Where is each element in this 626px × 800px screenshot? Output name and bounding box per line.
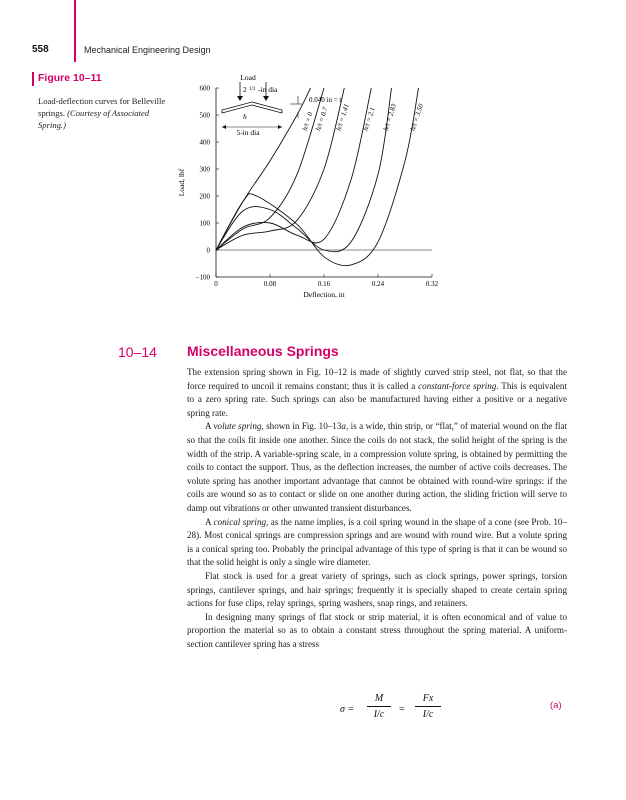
x-tick-label: 0.08 [263,280,277,288]
belleville-inset [222,73,341,137]
page-number: 558 [32,44,49,55]
y-tick-label: 500 [199,111,210,120]
y-tick-label: 300 [199,165,210,174]
chart-curve-labels [301,102,425,131]
belleville-section [222,102,282,113]
section-number: 10–14 [118,344,157,360]
inset-load-label: Load [240,73,256,82]
section-title: Miscellaneous Springs [187,343,339,359]
paragraph-4: Flat stock is used for a great variety of springs, such as clock springs, power springs, torsion springs, cantilever springs, and hair springs; frequently it is specially shaped to create certain spring actions for fuse clips, relay springs, spring washers, snap rings, and retainers. [187,570,567,609]
y-tick-label: 600 [199,84,210,93]
paragraph-5: In designing many springs of flat stock or strip material, it is often economical and of value to proportion the material so as to obtain a constant stress throughout the spring material. A uniform-section cantilever spring has a stress [187,611,567,649]
x-tick-label: 0.24 [371,280,385,288]
body-text [187,366,567,651]
y-axis-label: Load, lbf [177,168,186,197]
y-tick-label: 100 [199,219,210,228]
load-arrow-left-head [237,96,243,101]
curve-label-4: h/t = 2.83 [381,102,399,132]
curve-series-0 [216,88,311,250]
curve-label-1: h/t = 0.7 [314,106,330,132]
eq-bar2 [415,706,441,707]
inset-outer-dia-label: 5-in dia [236,128,260,137]
load-deflection-chart [0,0,626,330]
eq-den2: I/c [422,709,434,720]
caption-text: Load-deflection curves for Belleville springs. [38,96,166,118]
y-tick-label: 0 [206,246,210,255]
inset-inner-dia-suffix: -in dia [258,85,278,94]
eq-sigma: σ = [340,704,355,715]
paragraph-3: A conical spring, as the name implies, is a coil spring wound in the shape of a cone (see Prob. 10–28). Most conical springs are compression springs and are wound with round wire. But a volute spring is a conical spring too. Probably the principal advantage of this type of spring is that it can be wound so that the solid height is only a single wire diameter. [187,516,567,568]
eq-bar1 [367,706,391,707]
x-tick-label: 0 [214,280,218,288]
x-axis-label: Deflection, in [303,290,345,299]
load-arrow-right-head [263,96,269,101]
curve-label-2: h/t = 1.41 [334,102,351,132]
y-tick-label: 400 [199,138,210,147]
eq-den1: I/c [373,709,385,720]
eq-num1: M [374,693,384,704]
x-tick-label: 0.16 [317,280,331,288]
caption-credit: (Courtesy of Associated Spring.) [38,108,150,130]
inset-h-label: h [243,112,247,121]
running-title: Mechanical Engineering Design [84,45,211,55]
curve-label-3: h/t = 2.1 [361,106,377,132]
inset-inner-dia-frac: 1/2 [249,87,256,92]
paragraph-1: The extension spring shown in Fig. 10–12 is made of slightly curved strip steel, not flat, so that the force required to uncoil it remains constant; thus it is called a constant-force spring. This is equivalent to a zero spring rate. Such springs can also be manufactured having either a positive or a negative spring rate. [187,367,567,418]
eq-num2: Fx [422,693,434,704]
equation-label: (a) [550,700,562,711]
eq-equals: = [399,704,405,715]
x-tick-label: 0.32 [425,280,439,288]
inset-inner-dia-prefix: 2 [243,85,247,94]
y-tick-label: −100 [195,273,210,282]
figure-label: Figure 10–11 [38,72,102,84]
curve-label-5: h/t = 3.50 [408,102,426,132]
curve-label-0: h/t = 0 [300,111,315,132]
inset-thickness-label: 0.040 in = t [309,96,342,104]
paragraph-2: A volute spring, shown in Fig. 10–13a, is a wide, thin strip, or “flat,” of material wound on the flat so that the coils fit inside one another. Since the coils do not stack, the solid height of the spring is the width of the strip. A variable-spring scale, in a compression volute spring, is obtained by permitting the coils to contact the support. Thus, as the deflection increases, the number of active coils decreases. The volute spring has another important advantage that cannot be obtained with round-wire springs: if the coils are wound so as to contact or slide on one another during action, the sliding friction will serve to damp out vibrations or other unwanted transient disturbances. [187,421,568,513]
y-tick-label: 200 [199,192,210,201]
